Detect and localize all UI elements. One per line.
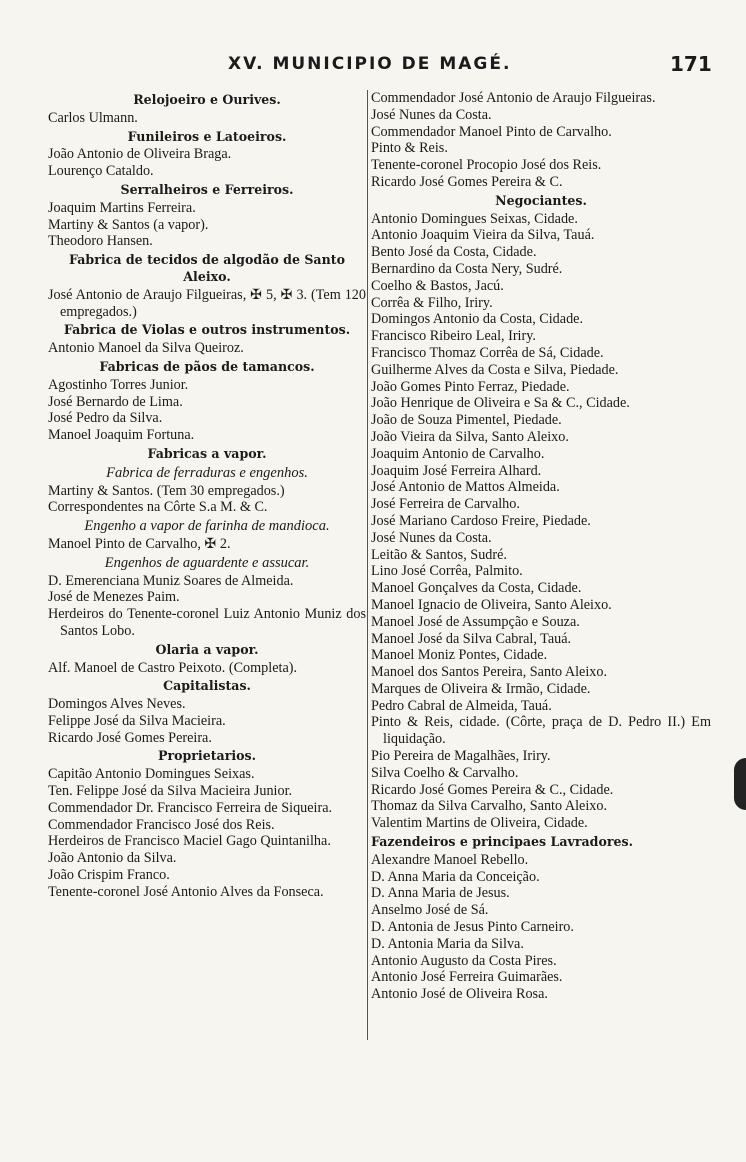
directory-entry: Silva Coelho & Carvalho. (371, 764, 519, 781)
directory-entry: Antonio José Ferreira Guimarães. (371, 969, 563, 986)
section-heading: Engenho a vapor de farinha de mandioca. (84, 518, 330, 535)
directory-entry: Manoel Joaquim Fortuna. (48, 427, 195, 444)
directory-entry: Pinto & Reis, cidade. (Côrte, praça de D. Pedro II.) Em liquidação. (371, 714, 711, 748)
directory-entry: José Mariano Cardoso Freire, Piedade. (371, 512, 591, 529)
directory-entry: Marques de Oliveira & Irmão, Cidade. (371, 680, 591, 697)
directory-entry: João de Souza Pimentel, Piedade. (371, 412, 562, 429)
section-heading: Fabricas a vapor. (147, 445, 267, 461)
directory-entry: Corrêa & Filho, Iriry. (371, 294, 493, 311)
page-edge-mark (734, 758, 746, 810)
directory-entry: Alexandre Manoel Rebello. (371, 851, 529, 868)
directory-entry: Manoel Moniz Pontes, Cidade. (371, 647, 548, 664)
section-heading: Relojoeiro e Ourives. (133, 92, 281, 107)
directory-entry: Bento José da Costa, Cidade. (371, 244, 537, 261)
directory-entry: Lino José Corrêa, Palmito. (371, 563, 523, 580)
directory-entry: José Antonio de Araujo Filgueiras, ✠ 5, ✠ 3. (Tem 120 empregados.) (48, 286, 366, 320)
directory-entry: Manoel dos Santos Pereira, Santo Aleixo. (371, 664, 608, 681)
directory-entry: Ricardo José Gomes Pereira & C., Cidade. (371, 781, 614, 798)
directory-entry: Francisco Thomaz Corrêa de Sá, Cidade. (371, 344, 604, 361)
directory-entry: Joaquim José Ferreira Alhard. (371, 462, 542, 479)
directory-entry: José Ferreira de Carvalho. (371, 496, 520, 513)
directory-entry: João Henrique de Oliveira e Sa & C., Cidade. (371, 395, 630, 412)
directory-entry: Commendador José Antonio de Araujo Filgueiras. (371, 90, 656, 106)
directory-entry: Agostinho Torres Junior. (48, 376, 189, 393)
directory-section (48, 252, 366, 320)
right-column (371, 90, 711, 1003)
directory-section (48, 642, 366, 677)
directory-section (48, 322, 366, 357)
section-heading: Funileiros e Latoeiros. (127, 128, 287, 144)
directory-entry: Pedro Cabral de Almeida, Tauá. (371, 697, 552, 714)
section-heading: Fabricas de pãos de tamancos. (99, 358, 315, 374)
directory-entry: Joaquim Antonio de Carvalho. (371, 445, 545, 462)
directory-section (371, 834, 711, 1003)
directory-entry: Ricardo José Gomes Pereira. (48, 729, 212, 746)
directory-entry: D. Antonia Maria da Silva. (371, 935, 524, 952)
directory-entry: Felippe José da Silva Macieira. (48, 712, 226, 729)
directory-entry: Correspondentes na Côrte S.a M. & C. (48, 499, 268, 516)
directory-entry: Pio Pereira de Magalhães, Iriry. (371, 748, 551, 765)
directory-entry: D. Emerenciana Muniz Soares de Almeida. (48, 572, 294, 589)
directory-entry: Antonio Manoel da Silva Queiroz. (48, 340, 244, 357)
directory-entry: Carlos Ulmann. (48, 109, 138, 126)
directory-entry: Martiny & Santos. (Tem 30 empregados.) (48, 482, 285, 499)
section-heading: Fazendeiros e principaes Lavradores. (371, 834, 633, 850)
directory-entry: João Crispim Franco. (48, 867, 170, 884)
directory-entry: Lourenço Cataldo. (48, 163, 154, 180)
directory-entry: Herdeiros de Francisco Maciel Gago Quintanilha. (48, 833, 331, 850)
column-divider (367, 90, 368, 1040)
directory-entry: Manoel José de Assumpção e Souza. (371, 613, 580, 630)
directory-entry: José Nunes da Costa. (371, 106, 492, 123)
directory-entry: José de Menezes Paim. (48, 589, 180, 606)
page-number: 171 (670, 52, 712, 76)
directory-entry: Capitão Antonio Domingues Seixas. (48, 766, 255, 783)
section-heading: Proprietarios. (157, 748, 256, 764)
directory-entry: Manoel Gonçalves da Costa, Cidade. (371, 580, 582, 597)
directory-section (48, 359, 366, 444)
directory-entry: João Antonio de Oliveira Braga. (48, 146, 232, 163)
directory-entry: Thomaz da Silva Carvalho, Santo Aleixo. (371, 798, 608, 815)
directory-entry: Domingos Alves Neves. (48, 696, 186, 713)
directory-entry: Pinto & Reis. (371, 140, 448, 157)
directory-entry: João Antonio da Silva. (48, 850, 177, 867)
directory-entry: Bernardino da Costa Nery, Sudré. (371, 260, 563, 277)
section-heading: Serralheiros e Ferreiros. (120, 181, 294, 197)
page-header (0, 52, 746, 82)
directory-entry: Valentim Martins de Oliveira, Cidade. (371, 815, 588, 832)
section-heading: Capitalistas. (163, 678, 251, 694)
directory-section (48, 92, 366, 127)
directory-section (48, 748, 366, 900)
directory-entry: Commendador Dr. Francisco Ferreira de Siqueira. (48, 799, 333, 816)
directory-entry: Leitão & Santos, Sudré. (371, 546, 507, 563)
directory-entry: Manoel José da Silva Cabral, Tauá. (371, 630, 572, 647)
directory-entry: D. Anna Maria da Conceição. (371, 868, 540, 885)
directory-section (371, 193, 711, 832)
directory-entry: Anselmo José de Sá. (371, 902, 489, 919)
directory-section (48, 446, 366, 463)
directory-entry: João Gomes Pinto Ferraz, Piedade. (371, 378, 570, 395)
directory-section (48, 678, 366, 746)
section-heading: Olaria a vapor. (155, 641, 259, 657)
directory-entry: Antonio Joaquim Vieira da Silva, Tauá. (371, 227, 595, 244)
directory-entry: D. Antonia de Jesus Pinto Carneiro. (371, 919, 574, 936)
directory-entry: Martiny & Santos (a vapor). (48, 216, 209, 233)
directory-entry: Alf. Manoel de Castro Peixoto. (Completa). (48, 659, 298, 676)
directory-entry: Domingos Antonio da Costa, Cidade. (371, 311, 584, 328)
directory-entry: Commendador Manoel Pinto de Carvalho. (371, 123, 612, 140)
directory-entry: Joaquim Martins Ferreira. (48, 199, 196, 216)
directory-entry: Tenente-coronel Procopio José dos Reis. (371, 157, 602, 174)
directory-entry: D. Anna Maria de Jesus. (371, 885, 510, 902)
directory-entry: José Nunes da Costa. (371, 529, 492, 546)
directory-entry: Antonio Domingues Seixas, Cidade. (371, 210, 578, 227)
directory-entry: Coelho & Bastos, Jacú. (371, 277, 504, 294)
directory-entry: Tenente-coronel José Antonio Alves da Fonseca. (48, 883, 324, 900)
section-heading: Fabrica de Violas e outros instrumentos. (63, 322, 351, 338)
directory-section (48, 555, 366, 640)
section-heading: Fabrica de ferraduras e engenhos. (106, 464, 308, 481)
directory-entry: João Vieira da Silva, Santo Aleixo. (371, 428, 569, 445)
directory-section (48, 182, 366, 250)
directory-entry: Manoel Pinto de Carvalho, ✠ 2. (48, 535, 231, 552)
directory-entry: José Antonio de Mattos Almeida. (371, 479, 560, 496)
directory-section (48, 518, 366, 553)
directory-section (48, 465, 366, 516)
directory-entry: Francisco Ribeiro Leal, Iriry. (371, 328, 536, 345)
directory-entry: Antonio José de Oliveira Rosa. (371, 986, 548, 1003)
directory-entry: Theodoro Hansen. (48, 233, 153, 250)
directory-entry: Ten. Felippe José da Silva Macieira Junior. (48, 783, 293, 800)
directory-entry: José Pedro da Silva. (48, 410, 163, 427)
section-heading: Engenhos de aguardente e assucar. (104, 554, 310, 571)
directory-entry: Guilherme Alves da Costa e Silva, Piedade. (371, 361, 619, 378)
directory-entry: Ricardo José Gomes Pereira & C. (371, 173, 563, 190)
page-title: XV. MUNICIPIO DE MAGÉ. (228, 54, 512, 74)
directory-section (371, 90, 711, 191)
directory-entry: Herdeiros do Tenente-coronel Luiz Antonio Muniz dos Santos Lobo. (48, 606, 366, 639)
directory-entry: Manoel Ignacio de Oliveira, Santo Aleixo. (371, 596, 612, 613)
directory-entry: Commendador Francisco José dos Reis. (48, 816, 275, 833)
directory-entry: José Bernardo de Lima. (48, 393, 183, 410)
left-column (48, 90, 366, 901)
directory-entry: Antonio Augusto da Costa Pires. (371, 952, 557, 969)
section-heading: Negociantes. (495, 192, 587, 208)
directory-section (48, 129, 366, 180)
section-heading: Fabrica de tecidos de algodão de Santo Aleixo. (69, 252, 345, 284)
